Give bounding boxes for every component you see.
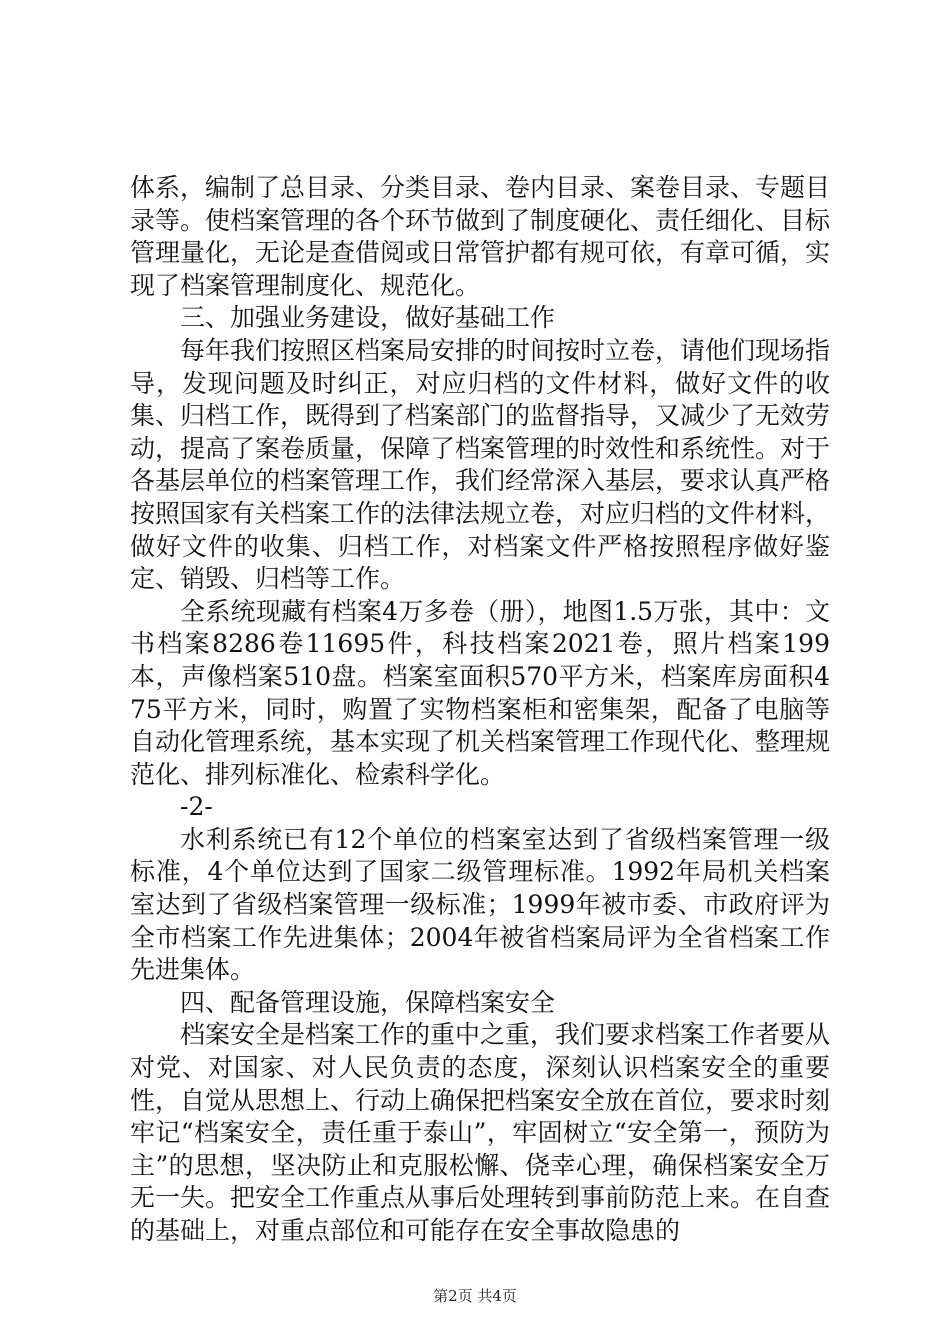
paragraph-filing: 每年我们按照区档案局安排的时间按时立卷，请他们现场指导，发现问题及时纠正，对应归档的文件材料，做好文件的收集、归档工作，既得到了档案部门的监督指导，又减少了无效劳动，提高了案卷质量，保障了档案管理的时效性和系统性。对于各基层单位的档案管理工作，我们经常深入基层，要求认真严格按照国家有关档案工作的法律法规立卷，对应归档的文件材料，做好文件的收集、归档工作，对档案文件严格按照程序做好鉴定、销毁、归档等工作。 [130, 335, 831, 594]
page-footer: 第2页 共4页 [433, 1287, 517, 1305]
paragraph-safety: 档案安全是档案工作的重中之重，我们要求档案工作者要从对党、对国家、对人民负责的态度，深刻认识档案安全的重要性，自觉从思想上、行动上确保把档案安全放在首位，要求时刻牢记“档案安全，责任重于泰山”，牢固树立“安全第一，预防为主”的思想，坚决防止和克服松懈、侥幸心理，确保档案安全万无一失。把安全工作重点从事后处理转到事前防范上来。在自查的基础上，对重点部位和可能存在安全事故隐患的 [130, 1020, 831, 1245]
inline-page-mark: -2- [180, 792, 213, 822]
section-heading-3: 三、加强业务建设，做好基础工作 [180, 303, 556, 333]
paragraph-continuation: 体系，编制了总目录、分类目录、卷内目录、案卷目录、专题目录等。使档案管理的各个环节做到了制度硬化、责任细化、目标管理量化，无论是查借阅或日常管护都有规可依，有章可循，实现了档案管理制度化、规范化。 [130, 173, 831, 300]
section-heading-4: 四、配备管理设施，保障档案安全 [180, 987, 556, 1017]
paragraph-holdings: 全系统现藏有档案4万多卷（册），地图1.5万张，其中：文书档案8286卷11695件，科技档案2021卷，照片档案199本，声像档案510盘。档案室面积570平方米，档案库房面积475平方米，同时，购置了实物档案柜和密集架，配备了电脑等自动化管理系统，基本实现了机关档案管理工作现代化、整理规范化、排列标准化、检索科学化。 [130, 596, 831, 789]
document-body [130, 172, 830, 1248]
paragraph-awards: 水利系统已有12个单位的档案室达到了省级档案管理一级标准，4个单位达到了国家二级管理标准。1992年局机关档案室达到了省级档案管理一级标准；1999年被市委、市政府评为全市档案工作先进集体；2004年被省档案局评为全省档案工作先进集体。 [130, 824, 830, 985]
